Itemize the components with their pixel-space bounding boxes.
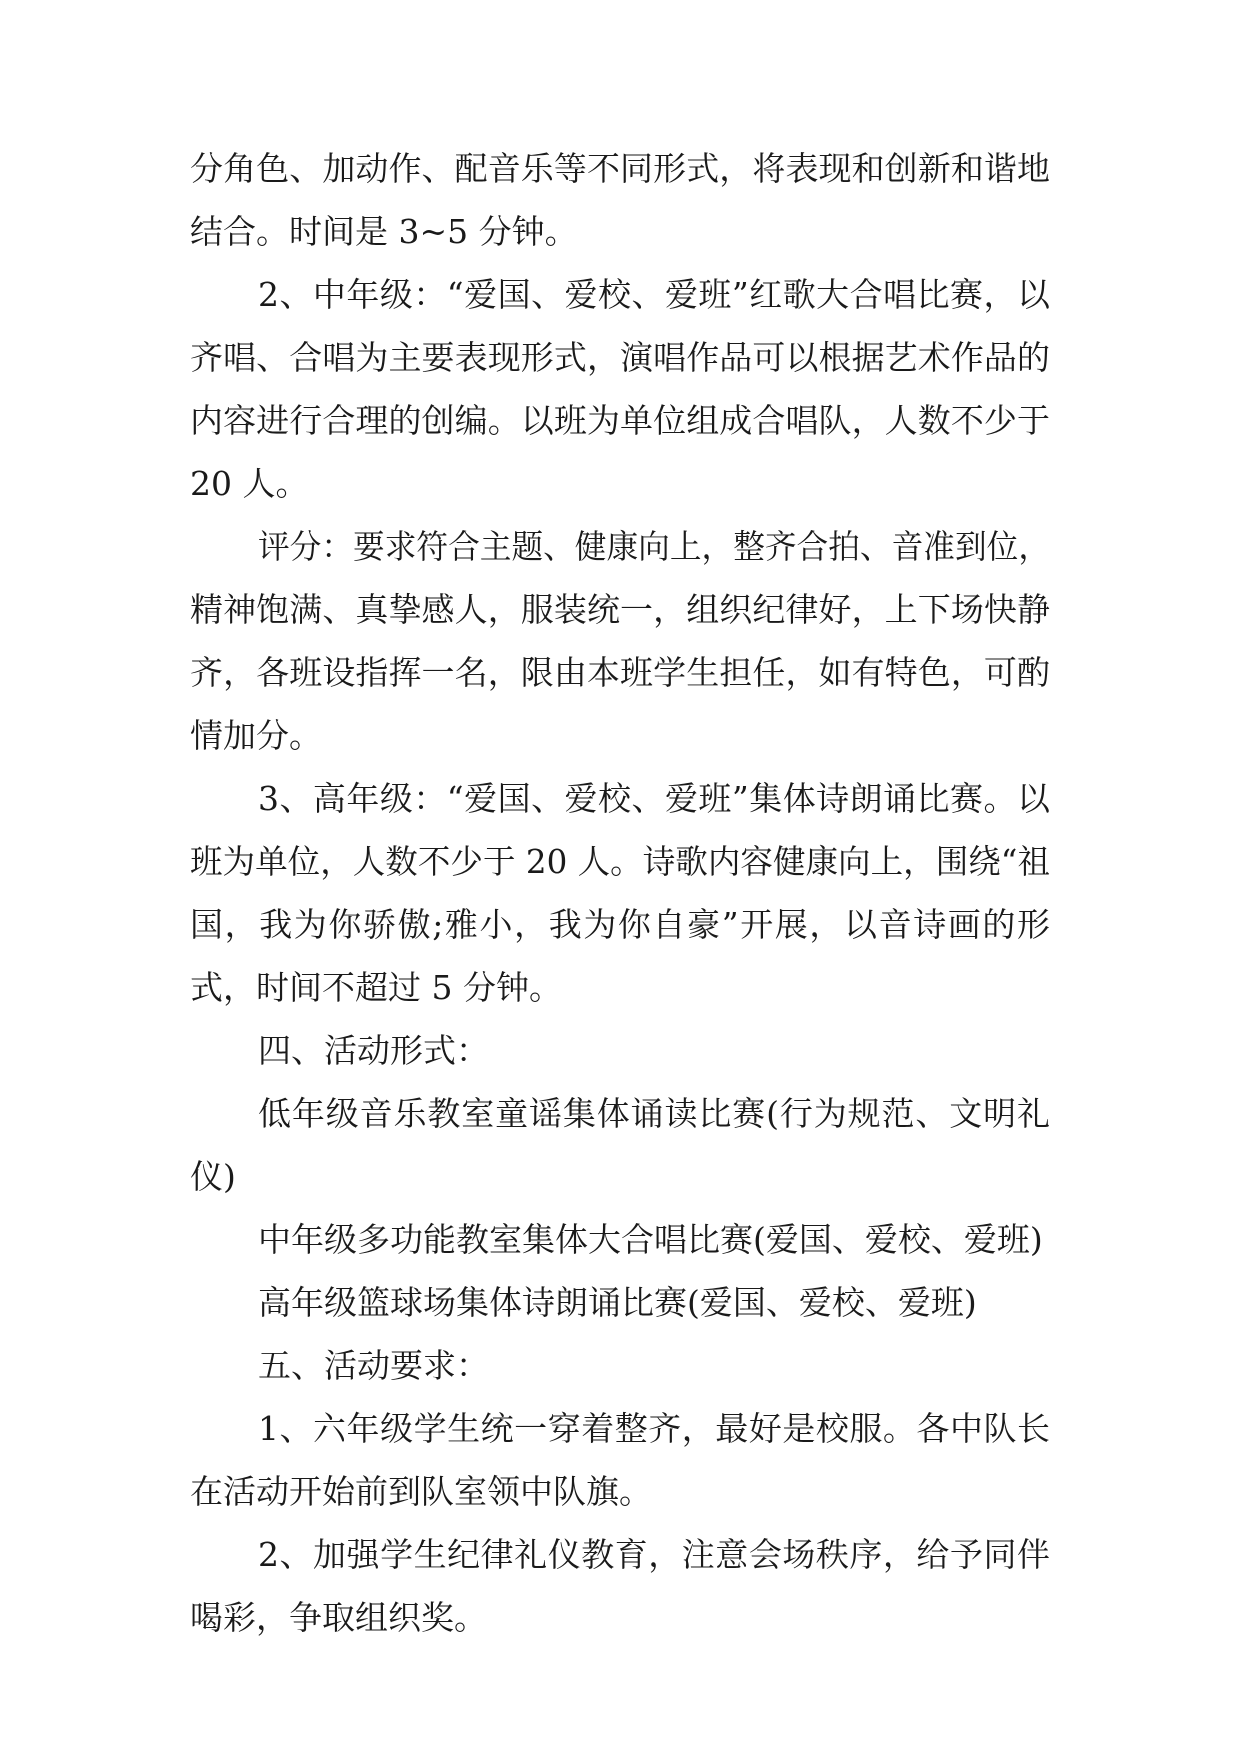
- text-line: [0, 391, 1241, 451]
- text-line: [0, 706, 1241, 766]
- text-line: [0, 454, 1241, 514]
- line-text: 四、活动形式：: [258, 1031, 489, 1070]
- text-line: [0, 1021, 1241, 1081]
- line-text: 评分：要求符合主题、健康向上，整齐合拍、音准到位，: [258, 527, 1050, 566]
- text-line: [0, 517, 1241, 577]
- line-text: 五、活动要求：: [258, 1346, 489, 1385]
- line-text: 结合。时间是 3~5 分钟。: [190, 212, 578, 251]
- line-text: 齐，各班设指挥一名，限由本班学生担任，如有特色，可酌: [190, 653, 1051, 692]
- line-text: 国，我为你骄傲;雅小，我为你自豪”开展，以音诗画的形: [190, 905, 1052, 944]
- text-line: [0, 139, 1241, 199]
- text-line: [0, 1084, 1241, 1144]
- text-line: [0, 202, 1241, 262]
- line-text: 班为单位，人数不少于 20 人。诗歌内容健康向上，围绕“祖: [190, 842, 1050, 881]
- line-text: 仪): [190, 1157, 236, 1196]
- text-line: [0, 1210, 1241, 1270]
- line-text: 式，时间不超过 5 分钟。: [190, 968, 562, 1007]
- text-line: [0, 643, 1241, 703]
- text-line: [0, 580, 1241, 640]
- line-text: 中年级多功能教室集体大合唱比赛(爱国、爱校、爱班): [258, 1220, 1043, 1259]
- line-text: 低年级音乐教室童谣集体诵读比赛(行为规范、文明礼: [258, 1094, 1051, 1133]
- line-text: 20 人。: [190, 464, 309, 503]
- line-text: 内容进行合理的创编。以班为单位组成合唱队，人数不少于: [190, 401, 1051, 440]
- text-line: [0, 1147, 1241, 1207]
- line-text: 齐唱、合唱为主要表现形式，演唱作品可以根据艺术作品的: [190, 338, 1051, 377]
- line-text: 2、加强学生纪律礼仪教育，注意会场秩序，给予同伴: [258, 1535, 1051, 1574]
- text-line: [0, 895, 1241, 955]
- line-text: 3、高年级：“爱国、爱校、爱班”集体诗朗诵比赛。以: [258, 779, 1051, 818]
- line-text: 1、六年级学生统一穿着整齐，最好是校服。各中队长: [258, 1409, 1051, 1448]
- text-line: [0, 265, 1241, 325]
- text-line: [0, 1273, 1241, 1333]
- text-line: [0, 1525, 1241, 1585]
- line-text: 精神饱满、真挚感人，服装统一，组织纪律好，上下场快静: [190, 590, 1051, 629]
- line-text: 喝彩，争取组织奖。: [190, 1598, 487, 1637]
- text-line: [0, 832, 1241, 892]
- text-line: [0, 328, 1241, 388]
- text-line: [0, 1336, 1241, 1396]
- text-line: [0, 1462, 1241, 1522]
- line-text: 高年级篮球场集体诗朗诵比赛(爱国、爱校、爱班): [258, 1283, 977, 1322]
- text-line: [0, 769, 1241, 829]
- line-text: 在活动开始前到队室领中队旗。: [190, 1472, 652, 1511]
- line-text: 2、中年级：“爱国、爱校、爱班”红歌大合唱比赛，以: [258, 275, 1051, 314]
- text-line: [0, 1399, 1241, 1459]
- line-text: 情加分。: [190, 716, 322, 755]
- line-text: 分角色、加动作、配音乐等不同形式，将表现和创新和谐地: [190, 149, 1051, 188]
- text-line: [0, 958, 1241, 1018]
- text-line: [0, 1588, 1241, 1648]
